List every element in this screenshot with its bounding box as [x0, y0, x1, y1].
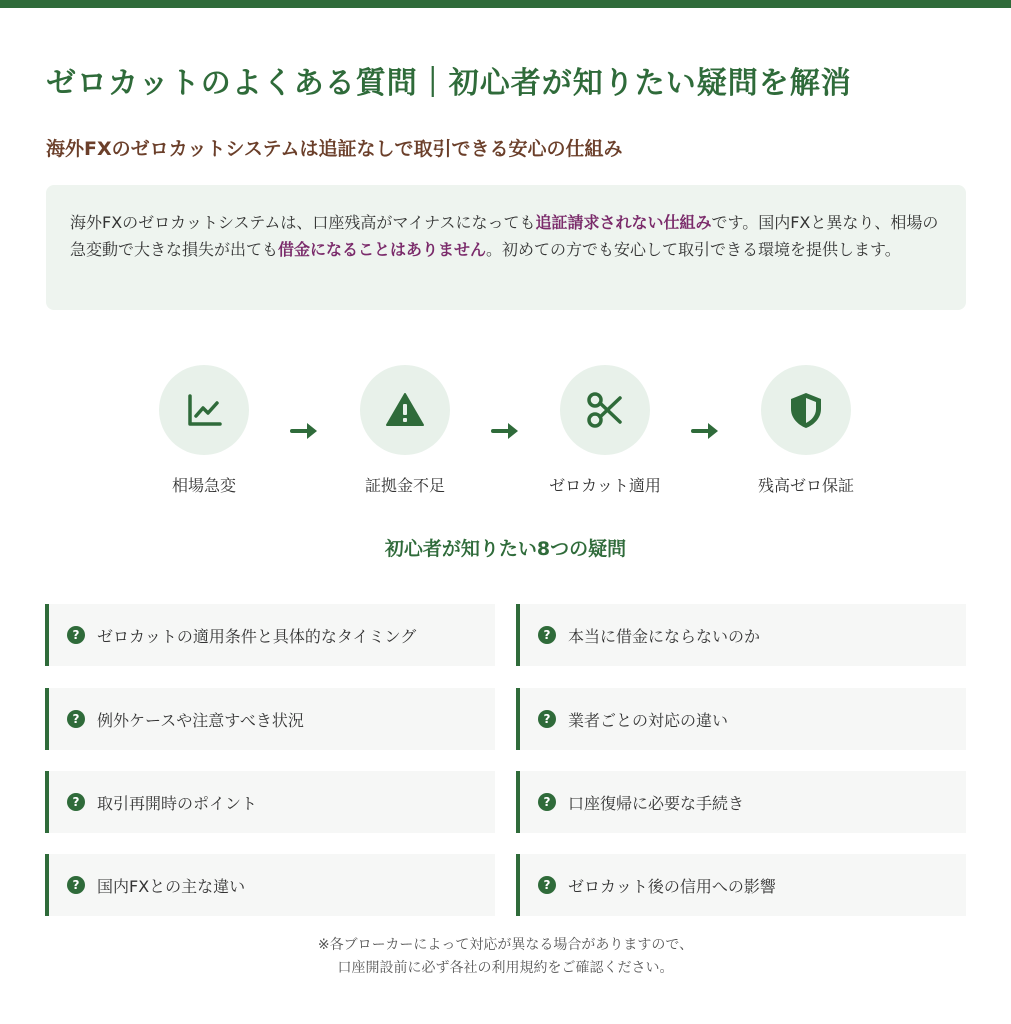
faq-item-resume-trading[interactable]: [45, 771, 495, 833]
faq-item-label: 口座復帰に必要な手続き: [568, 793, 745, 813]
flow-step-circle: [560, 365, 650, 455]
faq-item-credit-impact[interactable]: [516, 854, 966, 916]
intro-text-2: です。国内FXと異なり、相場の急変動で大きな損失が出ても: [70, 213, 939, 259]
arrow-right-icon: [491, 420, 521, 442]
faq-item-no-debt[interactable]: [516, 604, 966, 666]
faq-heading: 初心者が知りたい8つの疑問: [384, 538, 627, 560]
intro-highlight-2: 借金になることはありません: [278, 240, 487, 259]
faq-item-label: 本当に借金にならないのか: [568, 626, 761, 646]
faq-item-label: 国内FXとの主な違い: [97, 876, 246, 896]
flow-step-zero-balance-guarantee: [726, 365, 886, 496]
page-title: ゼロカットのよくある質問｜初心者が知りたい疑問を解消: [46, 66, 852, 101]
page-subtitle: 海外FXのゼロカットシステムは追証なしで取引できる安心の仕組み: [46, 138, 623, 160]
flow-step-circle: [761, 365, 851, 455]
arrow-right-icon: [691, 420, 721, 442]
faq-item-label: ゼロカットの適用条件と具体的なタイミング: [97, 626, 417, 646]
footnote: [0, 934, 1011, 980]
flow-step-circle: [360, 365, 450, 455]
question-icon: ?: [538, 793, 556, 811]
faq-item-domestic-fx-differences[interactable]: [45, 854, 495, 916]
question-icon: ?: [67, 710, 85, 728]
chart-line-icon: [184, 390, 224, 430]
flow-step-label: 相場急変: [171, 476, 236, 495]
question-icon: ?: [538, 876, 556, 894]
flow-step-circle: [159, 365, 249, 455]
arrow-right-icon: [290, 420, 320, 442]
question-icon: ?: [67, 626, 85, 644]
faq-item-broker-differences[interactable]: [516, 688, 966, 750]
faq-item-label: 例外ケースや注意すべき状況: [97, 710, 304, 730]
flow-step-label: ゼロカット適用: [549, 476, 661, 495]
intro-highlight-1: 追証請求されない仕組み: [535, 213, 712, 232]
flow-step-zerocut-applied: [525, 365, 685, 496]
zerocut-flow: [0, 365, 1011, 505]
faq-item-account-recovery[interactable]: [516, 771, 966, 833]
footnote-line-2: 口座開設前に必ず各社の利用規約をご確認ください。: [337, 960, 674, 976]
question-icon: ?: [538, 710, 556, 728]
scissors-icon: [585, 390, 625, 430]
shield-icon: [786, 390, 826, 430]
faq-item-conditions-timing[interactable]: [45, 604, 495, 666]
flow-step-market-change: [124, 365, 284, 496]
warning-icon: [385, 390, 425, 430]
question-icon: ?: [67, 876, 85, 894]
flow-step-label: 証拠金不足: [364, 476, 445, 495]
flow-step-label: 残高ゼロ保証: [757, 476, 854, 495]
faq-item-exceptions[interactable]: [45, 688, 495, 750]
faq-item-label: 業者ごとの対応の違い: [568, 710, 729, 730]
flow-step-margin-shortage: [325, 365, 485, 496]
intro-box: [46, 185, 966, 310]
faq-item-label: 取引再開時のポイント: [97, 793, 258, 813]
question-icon: ?: [67, 793, 85, 811]
top-accent-bar: [0, 0, 1011, 8]
intro-text-3: 。初めての方でも安心して取引できる環境を提供します。: [486, 240, 901, 259]
faq-item-label: ゼロカット後の信用への影響: [568, 876, 776, 896]
question-icon: ?: [538, 626, 556, 644]
footnote-line-1: ※各ブローカーによって対応が異なる場合がありますので、: [317, 937, 694, 953]
intro-text-1: 海外FXのゼロカットシステムは、口座残高がマイナスになっても: [70, 213, 536, 232]
